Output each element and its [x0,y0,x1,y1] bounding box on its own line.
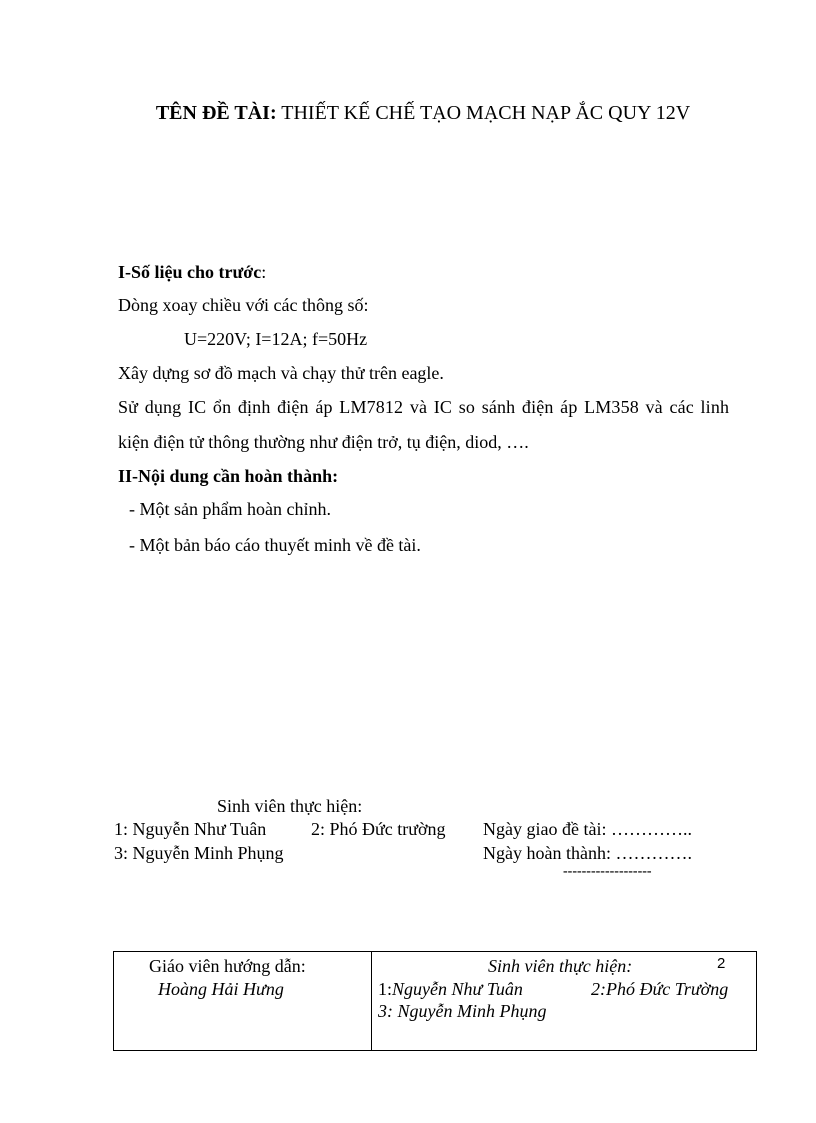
signature-dashes: ------------------- [563,864,652,879]
section1-line5: kiện điện tử thông thường như điện trở, tụ điện, diod, …. [118,432,529,452]
footer-student2: 2:Phó Đức Trường [591,979,729,999]
complete-date-label: Ngày hoàn thành: [483,843,611,863]
advisor-name: Hoàng Hải Hưng [158,979,284,999]
assign-date [483,819,692,840]
complete-date-value: …………. [615,843,692,863]
footer-student3: 3: Nguyễn Minh Phụng [378,1001,547,1021]
footer-student1-prefix: 1: [378,979,393,999]
footer-divider [371,952,372,1050]
footer-student1 [378,979,523,1000]
section1-heading-text: I-Số liệu cho trước [118,262,262,282]
section1-line1: Dòng xoay chiều với các thông số: [118,295,369,315]
document-title [0,102,816,125]
assign-date-label: Ngày giao đề tài: [483,819,607,839]
section2-item1: - Một sản phẩm hoàn chỉnh. [129,499,331,519]
title-label: TÊN ĐỀ TÀI: [155,102,277,124]
section1-heading [118,262,266,283]
complete-date [483,843,692,864]
section1-heading-colon: : [261,262,267,282]
section1-line4: Sử dụng IC ổn định điện áp LM7812 và IC so sánh điện áp LM358 và các linh [118,397,730,417]
signature-header: Sinh viên thực hiện: [217,796,363,816]
section1-line3: Xây dựng sơ đồ mạch và chạy thử trên eagle. [118,363,444,383]
advisor-label: Giáo viên hướng dẫn: [149,956,306,976]
signature-student1: 1: Nguyễn Như Tuân [114,819,267,839]
signature-student3: 3: Nguyễn Minh Phụng [114,843,284,863]
footer-table [113,951,757,1051]
title-text: THIẾT KẾ CHẾ TẠO MẠCH NẠP ẮC QUY 12V [281,102,691,124]
footer-students-label: Sinh viên thực hiện: [488,956,633,976]
page-number: 2 [717,955,726,972]
assign-date-value: ………….. [610,819,692,839]
section2-item2: - Một bản báo cáo thuyết minh về đề tài. [129,535,421,555]
section1-line2: U=220V; I=12A; f=50Hz [184,329,368,349]
signature-student2: 2: Phó Đức trường [311,819,446,839]
section2-heading: II-Nội dung cần hoàn thành: [118,466,339,486]
footer-student1-name: Nguyễn Như Tuân [392,979,523,999]
